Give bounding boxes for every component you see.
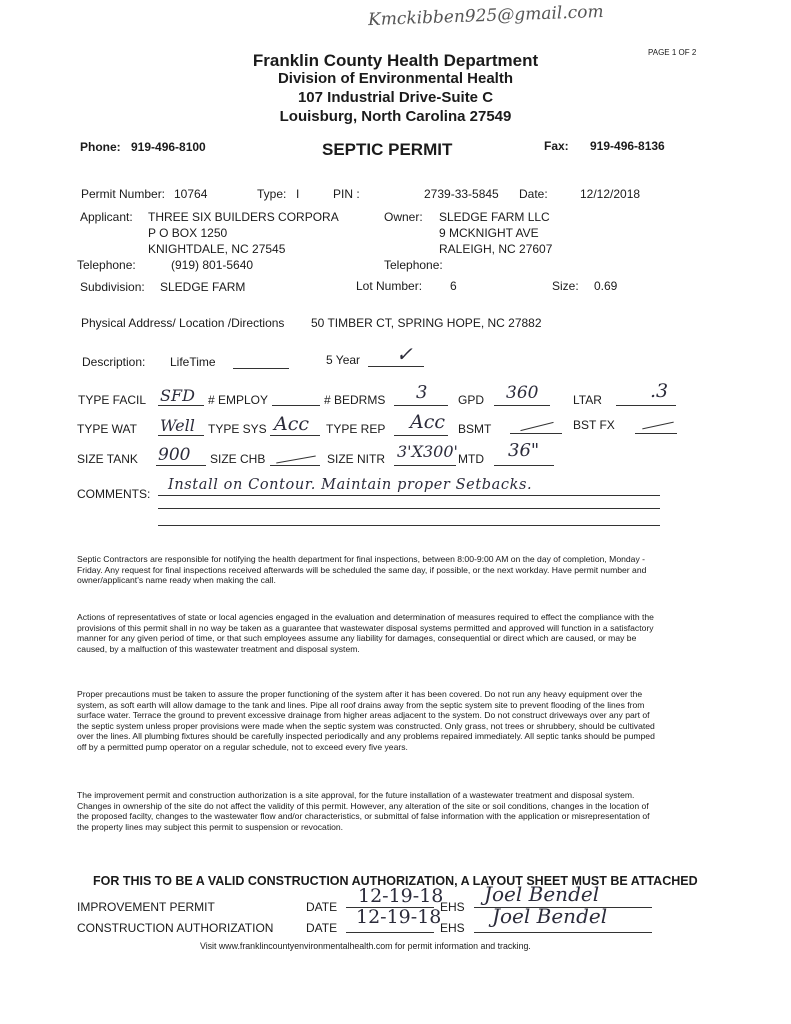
- five-year-label: 5 Year: [326, 353, 361, 367]
- improvement-ehs-label: EHS: [440, 900, 465, 914]
- size-chb-label: SIZE CHB: [210, 452, 266, 466]
- bst-fx-label: BST FX: [573, 418, 615, 432]
- lot-number-value: 6: [450, 279, 457, 293]
- lifetime-label: LifeTime: [170, 355, 216, 369]
- construction-ehs-line: [474, 932, 652, 933]
- bedrms-value: 3: [416, 382, 428, 403]
- gpd-blank: [494, 405, 550, 406]
- comments-line-2: [158, 508, 660, 509]
- page-label: PAGE 1 OF 2: [648, 48, 697, 57]
- type-value: I: [296, 187, 300, 201]
- applicant-name: THREE SIX BUILDERS CORPORA: [148, 210, 339, 224]
- owner-address-1: 9 MCKNIGHT AVE: [439, 226, 539, 240]
- type-label: Type:: [257, 187, 287, 201]
- construction-date-label: DATE: [306, 921, 338, 935]
- permit-number-label: Permit Number:: [81, 187, 166, 201]
- pin-label: PIN :: [333, 187, 360, 201]
- ltar-label: LTAR: [573, 393, 602, 407]
- bsmt-blank: [510, 433, 562, 434]
- type-rep-blank: [394, 435, 448, 436]
- ltar-blank: [616, 405, 676, 406]
- date-value: 12/12/2018: [580, 187, 641, 201]
- type-wat-blank: [158, 435, 204, 436]
- permit-title: SEPTIC PERMIT: [322, 140, 453, 159]
- construction-date-line: [346, 932, 434, 933]
- type-sys-label: TYPE SYS: [208, 422, 267, 436]
- construction-authorization-label: CONSTRUCTION AUTHORIZATION: [77, 921, 274, 935]
- applicant-label: Applicant:: [80, 210, 133, 224]
- bsmt-dash-mark: [520, 422, 553, 431]
- gpd-label: GPD: [458, 393, 485, 407]
- liability-notice: Actions of representatives of state or local agencies engaged in the evaluation and determination of measures required to effect the compliance with the provisions of this permit shall in no way be taken as a guarantee that wastewater disposal systems permitted and approved will function in a satisfactory manner for any given period of time, or that such employees assume any liability for damages, consequential or direct which are caused, or may be caused, by a malfuction of this wastewater treatment and disposal system.: [77, 612, 654, 654]
- bsmt-label: BSMT: [458, 422, 492, 436]
- employ-label: # EMPLOY: [208, 393, 269, 407]
- applicant-address-2: KNIGHTDALE, NC 27545: [148, 242, 286, 256]
- size-label: Size:: [552, 279, 579, 293]
- ltar-value: .3: [650, 380, 669, 402]
- subdivision-label: Subdivision:: [80, 280, 145, 294]
- improvement-date-value: 12-19-18: [358, 885, 444, 907]
- handwritten-email: Kmckibben925@gmail.com: [367, 1, 604, 31]
- validity-notice: The improvement permit and construction authorization is a site approval, for the future installation of a wastewater treatment and disposal system. Changes in ownership of the site do not affect the validity of this permit. However, any alteration of the site or soil conditions, changes in the location of the proposed facilty, changes to the wastewater flow and/or characteristics, or submittal of false information with the application or misrepresentation of the property lines may subject this permit to suspension or revocation.: [77, 790, 650, 832]
- size-nitr-label: SIZE NITR: [327, 452, 386, 466]
- precautions-notice: Proper precautions must be taken to assure the proper functioning of the system after it has been covered. Do not run any heavy equipment over the system, as soft earth will allow damage to the tank and lines. Pipe all roof drains away from the septic system site to prevent flooding of the lines from surface water. Terrace the ground to prevent excessive drainage from higher areas adjacent to the system. Do not construct driveways over any part of the septic system unless proper provisions were made when the septic system was constructed. Only grass, not trees or shrubbery, should be cultivated over the lines. All plumbing fixtures should be carefully inspected periodically and any problems repaired immediately. All septic tanks should be pumped off by a permitted pump operator on a regular schedule, not to exceed every five years.: [77, 689, 655, 752]
- fax-value: 919-496-8136: [590, 139, 665, 153]
- pin-value: 2739-33-5845: [424, 187, 499, 201]
- type-sys-blank: [270, 435, 320, 436]
- phone-label: Phone:: [80, 140, 121, 154]
- employ-blank: [272, 405, 320, 406]
- comments-value: Install on Contour. Maintain proper Setbacks.: [168, 477, 533, 493]
- address-line-1: 107 Industrial Drive-Suite C: [297, 89, 494, 106]
- mtd-label: MTD: [458, 452, 484, 466]
- construction-ehs-label: EHS: [440, 921, 465, 935]
- owner-address-2: RALEIGH, NC 27607: [439, 242, 553, 256]
- construction-signature: Joel Bendel: [492, 904, 608, 928]
- owner-telephone-label: Telephone:: [384, 258, 443, 272]
- subdivision-value: SLEDGE FARM: [160, 280, 246, 294]
- inspection-notice: Septic Contractors are responsible for notifying the health department for final inspections, between 8:00-9:00 AM on the day of completion, Monday - Friday. Any request for final inspections received afterwards will be scheduled the same day, if possible, or the next workday. Have permit number and owner/applicant's name ready when making the call.: [77, 554, 647, 586]
- description-label: Description:: [82, 355, 146, 369]
- address-line-2: Louisburg, North Carolina 27549: [279, 108, 512, 125]
- size-nitr-blank: [394, 465, 456, 466]
- five-year-blank: [368, 366, 424, 367]
- org-title: Franklin County Health Department: [252, 51, 539, 70]
- applicant-telephone: (919) 801-5640: [171, 258, 254, 272]
- permit-number-value: 10764: [174, 187, 208, 201]
- footer-url-note: Visit www.franklincountyenvironmentalhealth.com for permit information and tracking.: [200, 941, 531, 951]
- comments-line-1: [158, 495, 660, 496]
- size-chb-dash-mark: [276, 456, 316, 464]
- bedrms-label: # BEDRMS: [324, 393, 386, 407]
- type-facil-label: TYPE FACIL: [78, 393, 147, 407]
- type-rep-value: Acc: [410, 411, 446, 433]
- comments-line-3: [158, 525, 660, 526]
- authorization-heading: FOR THIS TO BE A VALID CONSTRUCTION AUTHORIZATION, A LAYOUT SHEET MUST BE ATTACHED: [93, 874, 698, 888]
- type-sys-value: Acc: [274, 413, 310, 435]
- phone-value: 919-496-8100: [131, 140, 206, 154]
- improvement-signature: Joel Bendel: [484, 882, 600, 906]
- applicant-address-1: P O BOX 1250: [148, 226, 228, 240]
- physical-address-label: Physical Address/ Location /Directions: [81, 316, 285, 330]
- mtd-blank: [494, 465, 554, 466]
- size-tank-value: 900: [158, 445, 191, 465]
- physical-address-value: 50 TIMBER CT, SPRING HOPE, NC 27882: [311, 316, 542, 330]
- lot-number-label: Lot Number:: [356, 279, 423, 293]
- division-title: Division of Environmental Health: [277, 70, 514, 87]
- size-tank-blank: [156, 465, 206, 466]
- bst-fx-blank: [635, 433, 677, 434]
- owner-label: Owner:: [384, 210, 423, 224]
- type-wat-value: Well: [160, 416, 195, 435]
- size-nitr-value: 3'X300': [397, 442, 458, 461]
- bst-fx-dash-mark: [642, 422, 674, 430]
- lifetime-blank: [233, 368, 289, 369]
- gpd-value: 360: [506, 383, 539, 403]
- construction-date-value: 12-19-18: [356, 906, 442, 928]
- mtd-value: 36": [508, 440, 540, 461]
- fax-label: Fax:: [544, 139, 569, 153]
- applicant-telephone-label: Telephone:: [77, 258, 136, 272]
- size-tank-label: SIZE TANK: [77, 452, 138, 466]
- improvement-date-label: DATE: [306, 900, 338, 914]
- five-year-checkmark: ✓: [396, 342, 413, 366]
- improvement-permit-label: IMPROVEMENT PERMIT: [77, 900, 215, 914]
- comments-label: COMMENTS:: [77, 487, 151, 501]
- type-facil-blank: [158, 405, 204, 406]
- date-label: Date:: [519, 187, 548, 201]
- owner-name: SLEDGE FARM LLC: [439, 210, 550, 224]
- bedrms-blank: [394, 405, 448, 406]
- size-value: 0.69: [594, 279, 618, 293]
- type-rep-label: TYPE REP: [326, 422, 386, 436]
- type-facil-value: SFD: [160, 386, 195, 405]
- type-wat-label: TYPE WAT: [77, 422, 137, 436]
- size-chb-blank: [270, 465, 320, 466]
